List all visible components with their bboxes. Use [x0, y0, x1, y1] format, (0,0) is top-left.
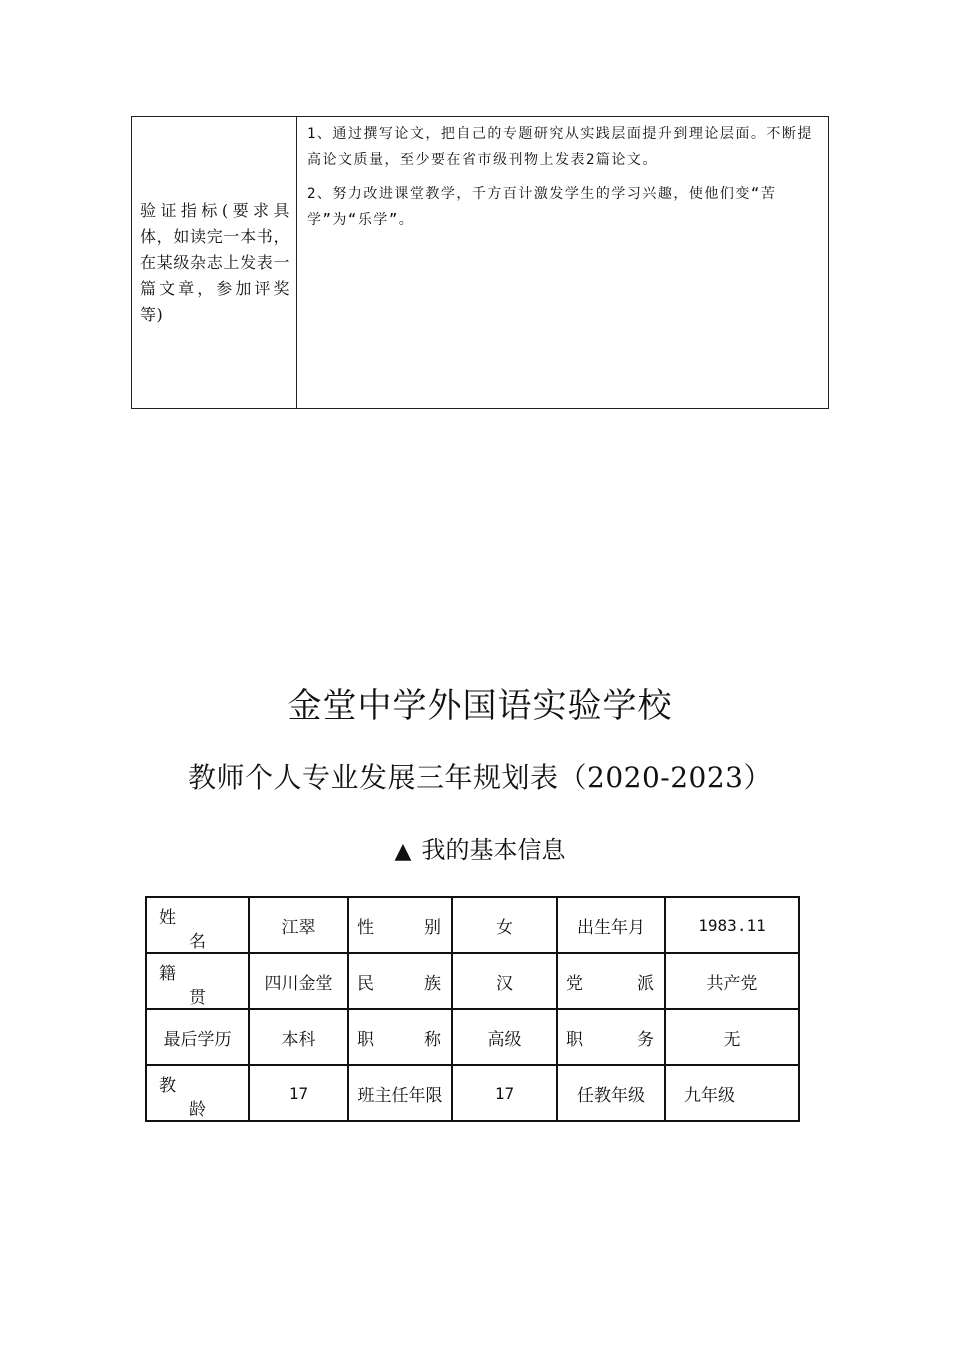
ethnic-label: 民 族 [348, 953, 452, 1009]
education-label: 最后学历 [146, 1009, 249, 1065]
duty-value: 无 [665, 1009, 799, 1065]
name-value: 江翠 [249, 897, 348, 953]
school-name: 金堂中学外国语实验学校 [287, 686, 673, 726]
party-label: 党 派 [557, 953, 665, 1009]
birth-label: 出生年月 [557, 897, 665, 953]
education-value: 本科 [249, 1009, 348, 1065]
verification-item-1: 1、通过撰写论文，把自己的专题研究从实践层面提升到理论层面。不断提高论文质量，至少要在省市级刊物上发表2篇论文。 [307, 126, 813, 168]
teaching-age-label: 教 龄 [146, 1065, 249, 1121]
verification-content [297, 117, 829, 409]
grade-label: 任教年级 [557, 1065, 665, 1121]
verification-table [131, 116, 829, 409]
head-teacher-years-label: 班主任年限 [348, 1065, 452, 1121]
title-value: 高级 [452, 1009, 557, 1065]
form-title: 教师个人专业发展三年规划表（2020-2023） [188, 761, 772, 794]
table-row [146, 1009, 799, 1065]
birth-value: 1983.11 [665, 897, 799, 953]
section-title: 我的基本信息 [421, 836, 566, 864]
teaching-age-value: 17 [249, 1065, 348, 1121]
triangle-icon: ▲ [394, 839, 412, 864]
head-teacher-years-value: 17 [452, 1065, 557, 1121]
gender-value: 女 [452, 897, 557, 953]
party-value: 共产党 [665, 953, 799, 1009]
verification-item-2: 2、努力改进课堂教学，千方百计激发学生的学习兴趣，使他们变“苦学”为“乐学”。 [307, 186, 777, 228]
title-label: 职 称 [348, 1009, 452, 1065]
table-row [146, 897, 799, 953]
gender-label: 性 别 [348, 897, 452, 953]
grade-value: 九年级 [665, 1065, 799, 1121]
name-label: 姓 名 [146, 897, 249, 953]
section-heading [0, 830, 960, 865]
table-row [146, 953, 799, 1009]
basic-info-table [145, 896, 800, 1122]
duty-label: 职 务 [557, 1009, 665, 1065]
origin-value: 四川金堂 [249, 953, 348, 1009]
ethnic-value: 汉 [452, 953, 557, 1009]
verification-label: 验证指标(要求具体，如读完一本书，在某级杂志上发表一篇文章，参加评奖等) [132, 117, 297, 409]
origin-label: 籍 贯 [146, 953, 249, 1009]
table-row [146, 1065, 799, 1121]
